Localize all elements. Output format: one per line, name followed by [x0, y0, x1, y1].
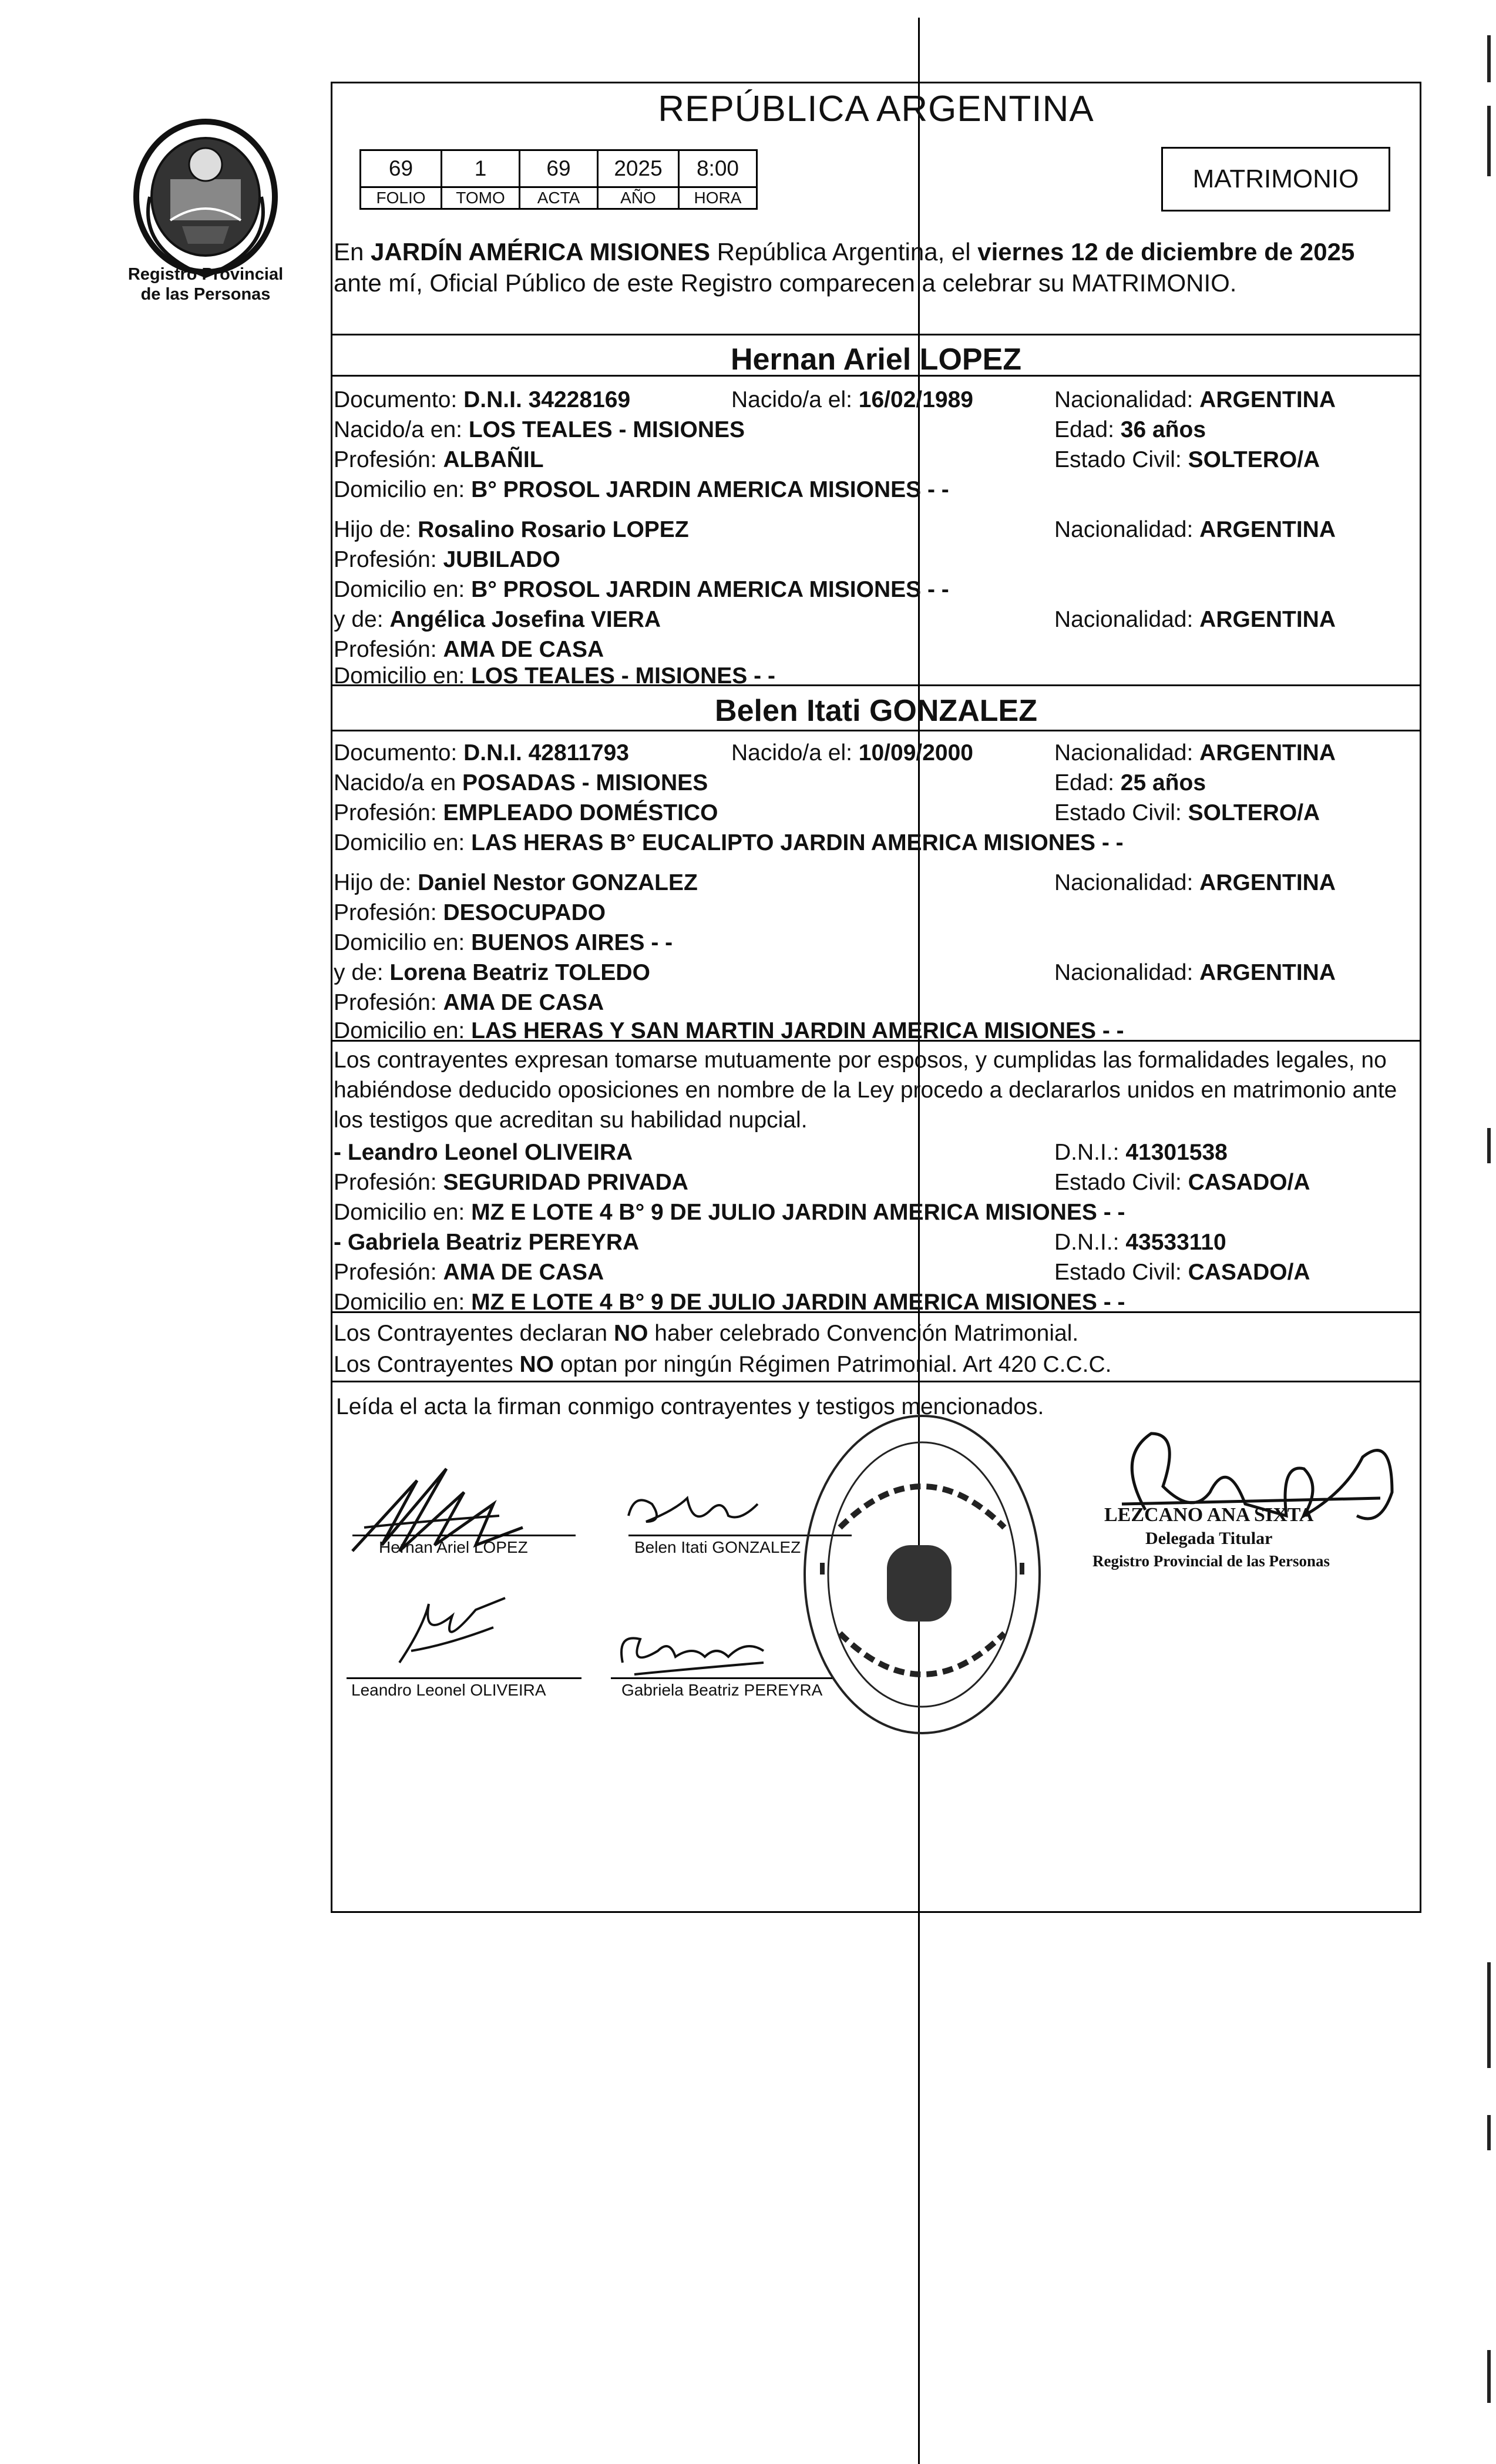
bride-name: Belen Itati GONZALEZ [715, 694, 1037, 728]
value: LOS TEALES - MISIONES - - [471, 663, 775, 689]
value: MZ E LOTE 4 B° 9 DE JULIO JARDIN AMERICA MISIONES - - [471, 1200, 1125, 1225]
bride-birthdate [731, 738, 973, 767]
value: ARGENTINA [1199, 960, 1336, 985]
text-emph: NO [613, 1321, 648, 1346]
value: LOS TEALES - MISIONES [468, 417, 745, 442]
witness2-profession [334, 1258, 604, 1287]
folio-label: FOLIO [361, 187, 442, 209]
label: Edad: [1054, 417, 1121, 442]
value: CASADO/A [1188, 1260, 1310, 1285]
value: Angélica Josefina VIERA [389, 607, 661, 632]
bride-signature [623, 1481, 764, 1539]
label: Estado Civil: [1054, 800, 1188, 825]
value: ARGENTINA [1199, 607, 1336, 632]
witness2-dni [1054, 1228, 1226, 1257]
acta-label: ACTA [520, 187, 598, 209]
bride-father-address [334, 928, 673, 957]
witness1-signature-line [347, 1677, 581, 1679]
intro-date: viernes 12 de diciembre de 2025 [977, 238, 1355, 266]
value: B° PROSOL JARDIN AMERICA MISIONES - - [471, 577, 949, 602]
label: Domicilio en: [334, 477, 472, 502]
groom-name: Hernan Ariel LOPEZ [730, 343, 1022, 377]
label: y de: [334, 960, 390, 985]
acta-value: 69 [520, 150, 598, 187]
bride-birthplace [334, 768, 708, 797]
closing-text: Leída el acta la firman conmigo contrayentes y testigos mencionados. [336, 1394, 1044, 1419]
bride-civil-status [1054, 798, 1320, 827]
intro-line-1 [334, 237, 1354, 267]
divider [331, 730, 1421, 731]
value: B° PROSOL JARDIN AMERICA MISIONES - - [471, 477, 949, 502]
bride-mother [334, 958, 650, 987]
logo-caption [106, 264, 305, 304]
groom-birthplace [334, 415, 745, 444]
bride-nationality [1054, 738, 1336, 767]
bride-father-nationality [1054, 868, 1336, 897]
witness1-signature-label: Leandro Leonel OLIVEIRA [351, 1681, 546, 1699]
value: 43533110 [1125, 1230, 1226, 1255]
label: Nacido/a el: [731, 740, 859, 766]
value: ARGENTINA [1199, 517, 1336, 542]
value: ALBAÑIL [443, 447, 544, 472]
official-office: Registro Provincial de las Personas [1092, 1552, 1330, 1570]
groom-mother-nationality [1054, 605, 1336, 634]
value: SEGURIDAD PRIVADA [443, 1170, 688, 1195]
groom-mother-profession [334, 635, 604, 664]
value: 25 años [1120, 770, 1206, 795]
label: Estado Civil: [1054, 1170, 1188, 1195]
groom-mother-address [334, 662, 775, 690]
label: Hijo de: [334, 870, 418, 895]
scan-edge-mark [1487, 2350, 1491, 2403]
label: Nacionalidad: [1054, 387, 1200, 412]
label: Estado Civil: [1054, 1260, 1188, 1285]
value: AMA DE CASA [443, 1260, 604, 1285]
witness1-dni [1054, 1138, 1228, 1167]
label: Nacionalidad: [1054, 517, 1200, 542]
declaration-line-3: los testigos que acreditan su habilidad nupcial. [334, 1107, 808, 1133]
label: Nacido/a el: [731, 387, 859, 412]
anio-value: 2025 [598, 150, 679, 187]
label: Profesión: [334, 547, 443, 572]
label: Profesión: [334, 637, 443, 662]
witness1-profession [334, 1168, 688, 1197]
value: AMA DE CASA [443, 637, 604, 662]
label: Nacionalidad: [1054, 960, 1200, 985]
anio-label: AÑO [598, 187, 679, 209]
official-stamp [1087, 1422, 1416, 1598]
value: Lorena Beatriz TOLEDO [389, 960, 650, 985]
value: Daniel Nestor GONZALEZ [418, 870, 698, 895]
label: Nacionalidad: [1054, 740, 1200, 766]
groom-nationality [1054, 385, 1336, 414]
value: SOLTERO/A [1188, 800, 1320, 825]
logo-caption-line1: Registro Provincial [127, 265, 284, 284]
hora-value: 8:00 [679, 150, 757, 187]
groom-birthdate [731, 385, 973, 414]
value: Rosalino Rosario LOPEZ [418, 517, 689, 542]
value: BUENOS AIRES - - [471, 930, 673, 955]
value: D.N.I. 34228169 [463, 387, 631, 412]
bride-document [334, 738, 629, 767]
bride-age [1054, 768, 1206, 797]
bride-address [334, 828, 1124, 857]
label: Nacido/a en [334, 770, 462, 795]
text: haber celebrado Convención Matrimonial. [648, 1321, 1079, 1346]
value: 16/02/1989 [858, 387, 973, 412]
value: LAS HERAS Y SAN MARTIN JARDIN AMERICA MISIONES - - [471, 1018, 1124, 1043]
bride-father [334, 868, 698, 897]
groom-signature-label: Hernan Ariel LOPEZ [379, 1538, 528, 1556]
groom-document [334, 385, 630, 414]
country-title: REPÚBLICA ARGENTINA [658, 89, 1094, 129]
witness2-address [334, 1288, 1125, 1317]
regime-line-1 [334, 1319, 1078, 1348]
witness2-signature-label: Gabriela Beatriz PEREYRA [621, 1681, 823, 1699]
groom-father-nationality [1054, 515, 1336, 544]
label: Domicilio en: [334, 830, 472, 855]
bride-mother-address [334, 1016, 1124, 1045]
label: Nacido/a en: [334, 417, 469, 442]
groom-age [1054, 415, 1206, 444]
label: Domicilio en: [334, 577, 472, 602]
label: Profesión: [334, 800, 443, 825]
bride-father-profession [334, 898, 606, 927]
witness2-signature [611, 1622, 787, 1680]
label: Nacionalidad: [1054, 607, 1200, 632]
groom-address [334, 475, 949, 504]
label: Profesión: [334, 900, 443, 925]
divider [331, 334, 1421, 335]
intro-text: República Argentina, el [710, 238, 978, 266]
value: 10/09/2000 [858, 740, 973, 766]
groom-mother [334, 605, 661, 634]
folio-table [359, 149, 758, 210]
bride-signature-label: Belen Itati GONZALEZ [634, 1538, 801, 1556]
declaration-line-2: habiéndose deducido oposiciones en nombre de la Ley procedo a declararlos unidos en matrimonio ante [334, 1077, 1397, 1103]
label: y de: [334, 607, 390, 632]
text: Los Contrayentes declaran [334, 1321, 614, 1346]
groom-father-address [334, 575, 949, 604]
label: Domicilio en: [334, 1018, 472, 1043]
intro-text: En [334, 238, 371, 266]
label: Hijo de: [334, 517, 418, 542]
intro-place: JARDÍN AMÉRICA MISIONES [371, 238, 710, 266]
label: Domicilio en: [334, 1290, 472, 1315]
label: Documento: [334, 740, 464, 766]
value: POSADAS - MISIONES [462, 770, 708, 795]
value: MZ E LOTE 4 B° 9 DE JULIO JARDIN AMERICA MISIONES - - [471, 1290, 1125, 1315]
value: EMPLEADO DOMÉSTICO [443, 800, 718, 825]
value: CASADO/A [1188, 1170, 1310, 1195]
folio-value: 69 [361, 150, 442, 187]
misiones-emblem-logo [126, 109, 285, 285]
scan-edge-mark [1487, 106, 1491, 176]
groom-father [334, 515, 689, 544]
label: D.N.I.: [1054, 1230, 1126, 1255]
official-role: Delegada Titular [1145, 1529, 1273, 1548]
tomo-label: TOMO [442, 187, 520, 209]
label: Edad: [1054, 770, 1121, 795]
groom-father-profession [334, 545, 560, 574]
label: Nacionalidad: [1054, 870, 1200, 895]
label: Profesión: [334, 447, 443, 472]
value: ARGENTINA [1199, 387, 1336, 412]
witness1-civil-status [1054, 1168, 1310, 1197]
value: D.N.I. 42811793 [463, 740, 629, 766]
value: DESOCUPADO [443, 900, 606, 925]
label: Profesión: [334, 1260, 443, 1285]
bride-profession [334, 798, 718, 827]
divider [331, 1381, 1421, 1382]
label: Domicilio en: [334, 1200, 472, 1225]
intro-line-2: ante mí, Oficial Público de este Registro comparecen a celebrar su MATRIMONIO. [334, 269, 1237, 297]
value: 36 años [1120, 417, 1206, 442]
witness1-signature [388, 1592, 523, 1674]
label: Domicilio en: [334, 930, 472, 955]
text-emph: NO [519, 1352, 554, 1377]
official-name: LEZCANO ANA SIXTA [1104, 1504, 1314, 1526]
regime-line-2 [334, 1350, 1112, 1379]
scan-edge-mark [1487, 35, 1491, 82]
text: optan por ningún Régimen Patrimonial. Art 420 C.C.C. [554, 1352, 1112, 1377]
groom-profession [334, 445, 544, 474]
label: Profesión: [334, 990, 443, 1015]
hora-label: HORA [679, 187, 757, 209]
declaration-line-1: Los contrayentes expresan tomarse mutuamente por esposos, y cumplidas las formalidades legales, no [334, 1048, 1387, 1073]
scan-edge-mark [1487, 1128, 1491, 1163]
witness1-name: - Leandro Leonel OLIVEIRA [334, 1140, 633, 1165]
witness1-address [334, 1198, 1125, 1227]
label: Profesión: [334, 1170, 443, 1195]
label: D.N.I.: [1054, 1140, 1126, 1165]
value: SOLTERO/A [1188, 447, 1320, 472]
value: LAS HERAS B° EUCALIPTO JARDIN AMERICA MISIONES - - [471, 830, 1124, 855]
bride-mother-profession [334, 988, 604, 1017]
groom-signature-line [352, 1535, 576, 1536]
label: Documento: [334, 387, 464, 412]
text: Los Contrayentes [334, 1352, 520, 1377]
label: Estado Civil: [1054, 447, 1188, 472]
value: AMA DE CASA [443, 990, 604, 1015]
scan-edge-mark [1487, 1962, 1491, 2068]
value: ARGENTINA [1199, 870, 1336, 895]
record-type-box: MATRIMONIO [1161, 147, 1390, 212]
groom-civil-status [1054, 445, 1320, 474]
scan-edge-mark [1487, 2115, 1491, 2150]
value: 41301538 [1125, 1140, 1228, 1165]
label: Domicilio en: [334, 663, 472, 689]
value: JUBILADO [443, 547, 560, 572]
value: ARGENTINA [1199, 740, 1336, 766]
witness2-civil-status [1054, 1258, 1310, 1287]
tomo-value: 1 [442, 150, 520, 187]
witness2-name: - Gabriela Beatriz PEREYRA [334, 1230, 640, 1255]
logo-caption-line2: de las Personas [140, 285, 271, 304]
bride-mother-nationality [1054, 958, 1336, 987]
registry-seal [799, 1410, 1045, 1739]
